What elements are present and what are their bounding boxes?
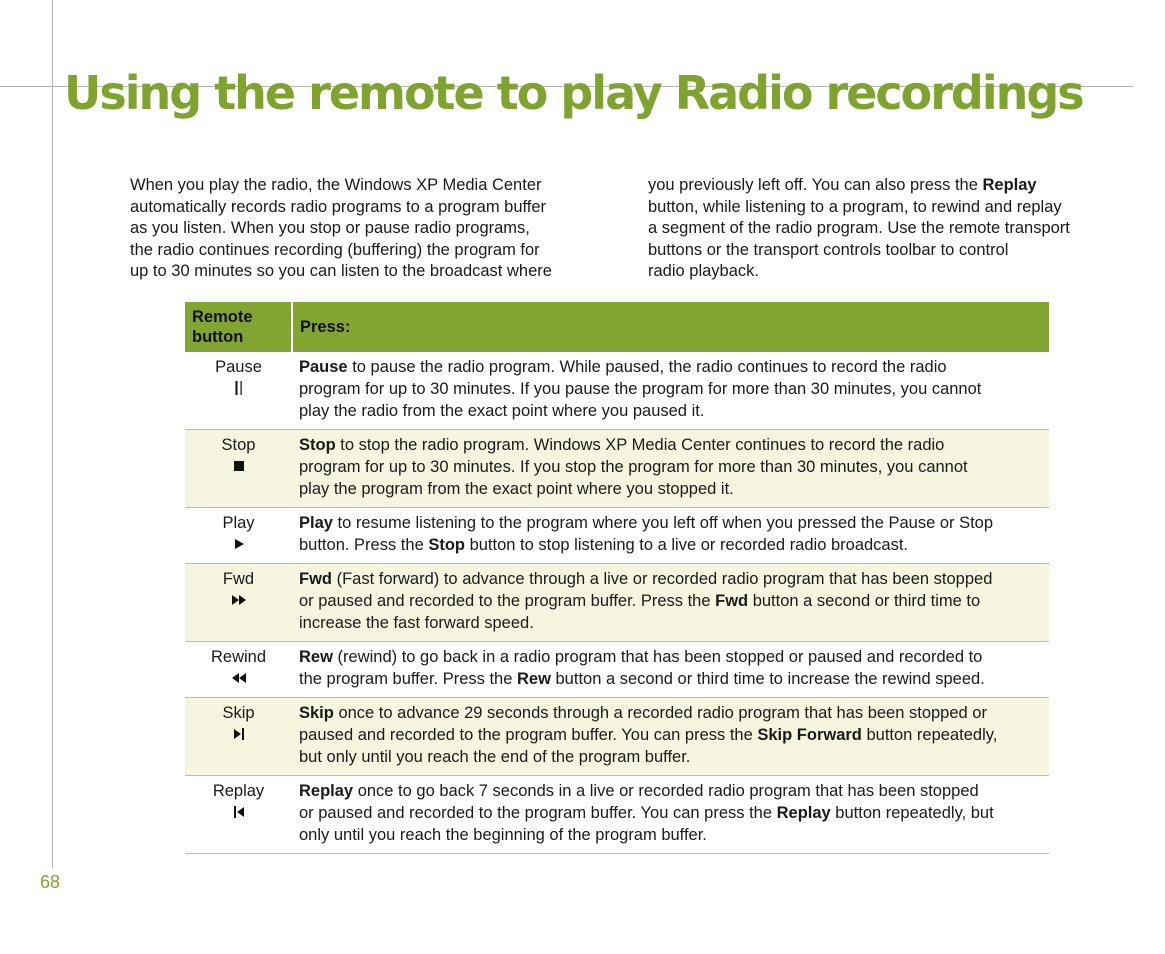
intro-line: automatically records radio programs to a program buffer [130,197,547,216]
bold-term: Pause [299,358,348,376]
description-text: paused and recorded to the program buffer. You can press the [299,726,758,744]
description-text: play the program from the exact point where you stopped it. [299,480,734,498]
description-line [299,646,1045,668]
bold-term: Rew [516,670,551,688]
press-description-cell [292,508,1049,564]
intro-line: as you listen. When you stop or pause radio programs, [130,219,530,238]
intro-column-1 [130,175,592,283]
description-line [299,512,1045,534]
fast-forward-icon [185,592,292,608]
description-text: program for up to 30 minutes. If you stop the program for more than 30 minutes, you cannot [299,458,968,476]
table-row [185,430,1049,508]
description-line [299,478,1045,500]
remote-button-cell [185,430,292,508]
remote-button-cell [185,508,292,564]
intro-text: you previously left off. You can also press the [648,176,983,194]
table-row [185,564,1049,642]
bold-term: Skip [299,704,334,722]
button-label: Pause [215,358,262,376]
remote-buttons-table [185,302,1049,854]
description-line [299,824,1045,846]
intro-line: button, while listening to a program, to rewind and replay [648,197,1062,216]
description-text: play the radio from the exact point where you paused it. [299,402,705,420]
remote-button-cell [185,642,292,698]
description-text: button a second or third time to [748,592,981,610]
button-label: Replay [212,782,265,800]
description-line [299,590,1045,612]
button-label: Skip [222,704,255,722]
press-description-cell [292,698,1049,776]
description-text: or paused and recorded to the program buffer. Press the [299,592,716,610]
intro-line: a segment of the radio program. Use the remote transport [648,219,1070,238]
description-line [299,434,1045,456]
header-remote-button: Remote button [185,302,292,352]
press-description-cell [292,642,1049,698]
skip-forward-icon [185,726,292,742]
bold-term: Replay [299,782,354,800]
intro-line [648,175,1108,197]
description-text: (rewind) to go back in a radio program that has been stopped or paused and recorded to [332,648,983,666]
description-text: program for up to 30 minutes. If you pause the program for more than 30 minutes, you cannot [299,380,982,398]
remote-button-cell [185,776,292,854]
bold-term: Skip Forward [757,726,862,744]
description-line [299,400,1045,422]
bold-term: Stop [299,436,336,454]
description-text: button repeatedly, but [830,804,994,822]
press-description-cell [292,352,1049,430]
rewind-icon [185,670,292,686]
play-icon [185,536,292,552]
description-text: button repeatedly, [861,726,998,744]
intro-line: buttons or the transport controls toolbar to control [648,240,1009,259]
margin-rule-vertical [52,0,53,868]
skip-back-icon [185,804,292,820]
description-text: but only until you reach the end of the program buffer. [299,748,691,766]
intro-line: radio playback. [648,262,759,281]
remote-button-cell [185,352,292,430]
button-label: Fwd [222,570,255,588]
table-header-row [185,302,1049,352]
bold-term: Fwd [715,592,749,610]
description-line [299,534,1045,556]
bold-term: Stop [428,536,465,554]
press-description-cell [292,776,1049,854]
description-text: increase the fast forward speed. [299,614,534,632]
description-line [299,378,1045,400]
intro-bold: Replay [982,176,1037,194]
description-line [299,356,1045,378]
pause-icon [185,380,292,396]
description-text: button. Press the [299,536,429,554]
description-line [299,612,1045,634]
intro-column-2 [648,175,1108,283]
description-text: to resume listening to the program where you left off when you pressed the Pause or Stop [332,514,994,532]
description-line [299,802,1045,824]
description-text: button to stop listening to a live or recorded radio broadcast. [465,536,909,554]
bold-term: Fwd [299,570,332,588]
table-row [185,352,1049,430]
table-row [185,508,1049,564]
description-text: to stop the radio program. Windows XP Media Center continues to record the radio [335,436,945,454]
intro-line: When you play the radio, the Windows XP Media Center [130,176,542,194]
bold-term: Play [299,514,333,532]
description-line [299,668,1045,690]
description-line [299,780,1045,802]
table-row [185,642,1049,698]
description-text: only until you reach the beginning of the program buffer. [299,826,707,844]
stop-icon [185,458,292,474]
description-line [299,456,1045,478]
description-line [299,746,1045,768]
description-line [299,568,1045,590]
description-text: or paused and recorded to the program buffer. You can press the [299,804,777,822]
button-label: Play [222,514,255,532]
description-line [299,702,1045,724]
header-press: Press: [292,302,1049,352]
description-text: to pause the radio program. While paused, the radio continues to record the radio [347,358,947,376]
description-line [299,724,1045,746]
button-label: Rewind [210,648,267,666]
table-row [185,776,1049,854]
remote-button-cell [185,564,292,642]
press-description-cell [292,564,1049,642]
description-text: the program buffer. Press the [299,670,517,688]
intro-line: the radio continues recording (buffering) the program for [130,240,540,259]
intro-line: up to 30 minutes so you can listen to the broadcast where [130,262,552,281]
page-title: Using the remote to play Radio recordings [64,66,1083,120]
press-description-cell [292,430,1049,508]
bold-term: Replay [776,804,831,822]
description-text: once to advance 29 seconds through a recorded radio program that has been stopped or [333,704,987,722]
description-text: (Fast forward) to advance through a live or recorded radio program that has been stopped [332,570,993,588]
button-label: Stop [221,436,256,454]
bold-term: Rew [299,648,333,666]
page-number: 68 [40,872,61,892]
description-text: once to go back 7 seconds in a live or recorded radio program that has been stopped [353,782,979,800]
remote-button-cell [185,698,292,776]
table-row [185,698,1049,776]
description-text: button a second or third time to increase the rewind speed. [550,670,985,688]
